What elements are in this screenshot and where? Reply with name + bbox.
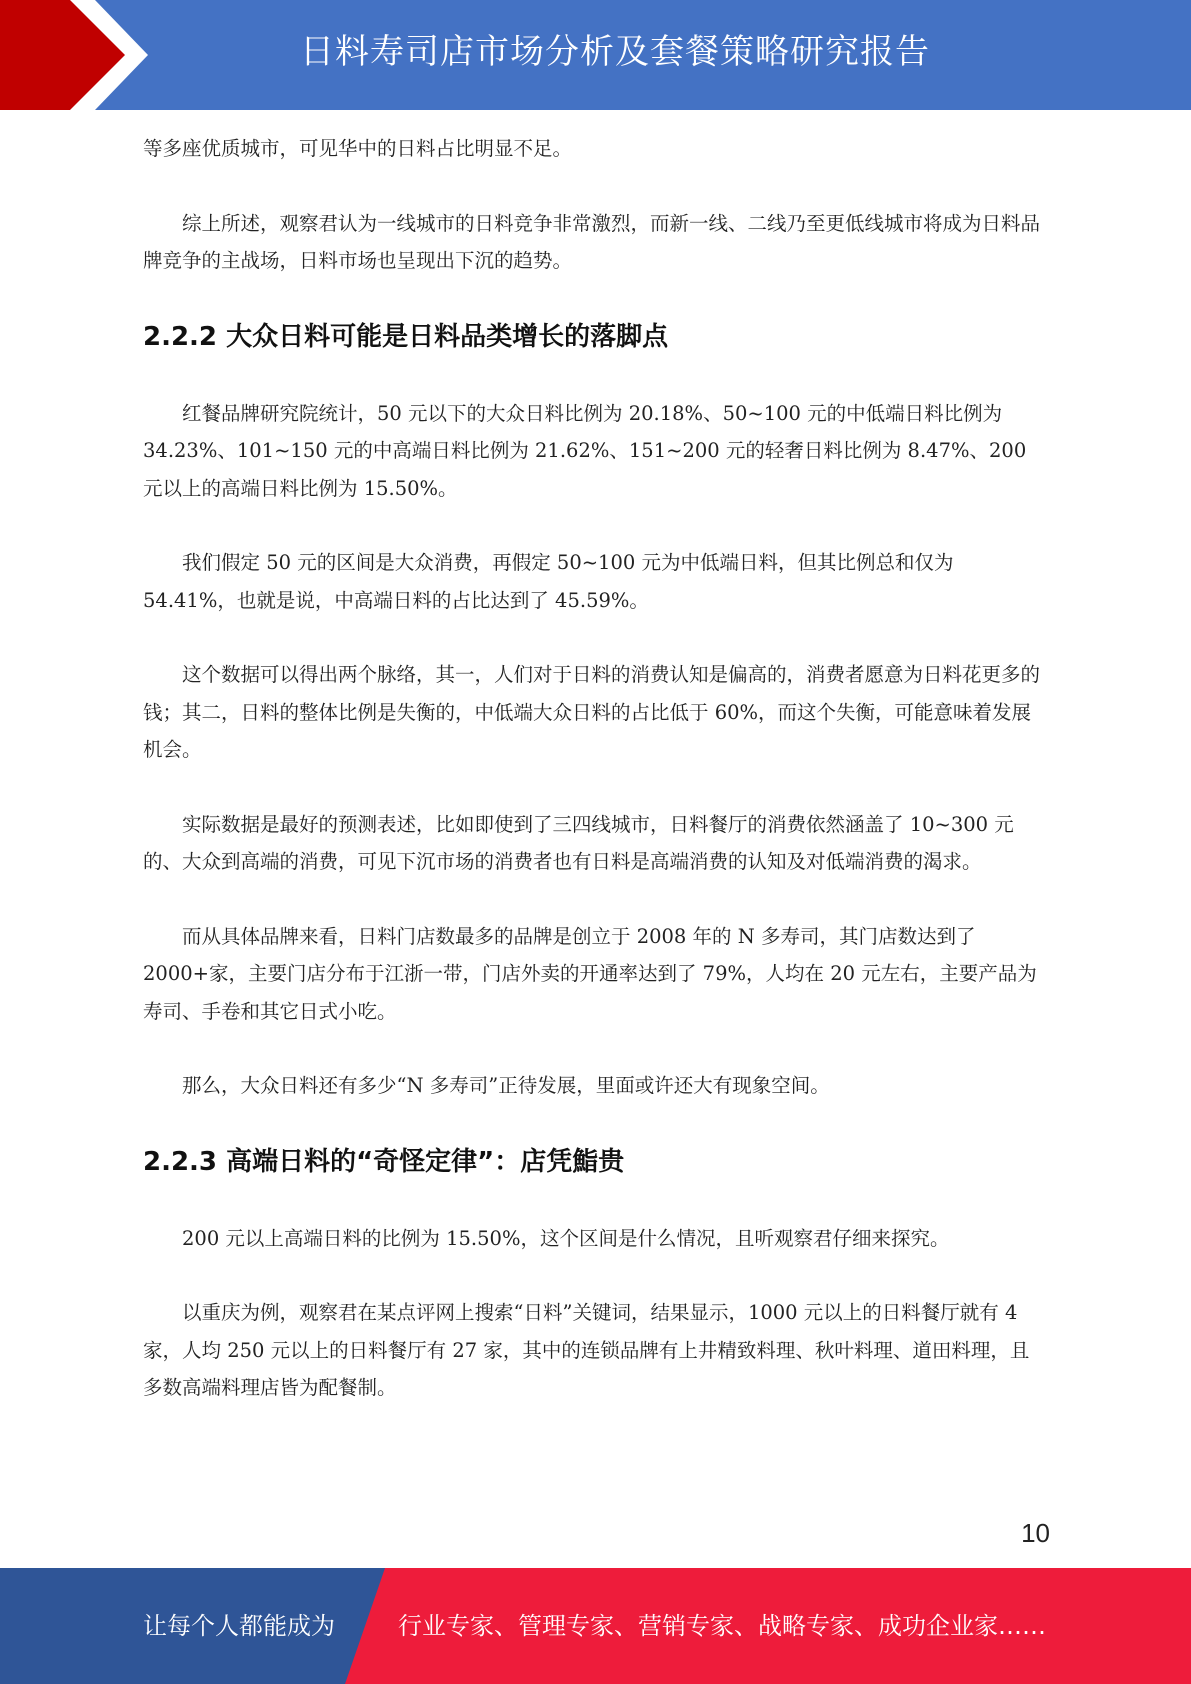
paragraph: 以重庆为例，观察君在某点评网上搜索“日料”关键词，结果显示，1000 元以上的日料餐厅就有 4 家，人均 250 元以上的日料餐厅有 27 家，其中的连锁品牌有上井精致料理、秋叶料理、道田料理，且多数高端料理店皆为配餐制。 bbox=[143, 1301, 1030, 1399]
page-body bbox=[143, 130, 1048, 1444]
document-title: 日料寿司店市场分析及套餐策略研究报告 bbox=[300, 32, 930, 72]
footer-slogan-right: 行业专家、管理专家、营销专家、战略专家、成功企业家…… bbox=[398, 1612, 1046, 1640]
paragraph: 综上所述，观察君认为一线城市的日料竞争非常激烈，而新一线、二线乃至更低线城市将成为日料品牌竞争的主战场，日料市场也呈现出下沉的趋势。 bbox=[143, 211, 1041, 272]
paragraph: 这个数据可以得出两个脉络，其一，人们对于日料的消费认知是偏高的，消费者愿意为日料花更多的钱；其二，日料的整体比例是失衡的，中低端大众日料的占比低于 60%，而这个失衡，可能意味着发展机会。 bbox=[143, 663, 1041, 761]
paragraph: 红餐品牌研究院统计，50 元以下的大众日料比例为 20.18%、50~100 元的中低端日料比例为 34.23%、101~150 元的中高端日料比例为 21.62%、151~200 元的轻奢日料比例为 8.47%、200 元以上的高端日料比例为 15.50%。 bbox=[143, 401, 1027, 500]
paragraph: 200 元以上高端日料的比例为 15.50%，这个区间是什么情况，且听观察君仔细来探究。 bbox=[182, 1226, 950, 1250]
section-heading-2-2-2: 2.2.2 大众日料可能是日料品类增长的落脚点 bbox=[143, 321, 669, 352]
footer-slogan-left: 让每个人都能成为 bbox=[143, 1612, 335, 1640]
page-header bbox=[0, 0, 1191, 110]
paragraph: 那么，大众日料还有多少“N 多寿司”正待发展，里面或许还大有现象空间。 bbox=[182, 1074, 830, 1097]
page-footer bbox=[0, 1568, 1191, 1684]
paragraph: 等多座优质城市，可见华中的日料占比明显不足。 bbox=[143, 137, 573, 160]
page-number: 10 bbox=[1021, 1518, 1050, 1548]
section-heading-2-2-3: 2.2.3 高端日料的“奇怪定律”：店凭鮨贵 bbox=[143, 1146, 625, 1177]
paragraph: 实际数据是最好的预测表述，比如即使到了三四线城市，日料餐厅的消费依然涵盖了 10~300 元的、大众到高端的消费，可见下沉市场的消费者也有日料是高端消费的认知及对低端消费的渴求。 bbox=[143, 812, 1014, 873]
paragraph: 我们假定 50 元的区间是大众消费，再假定 50~100 元为中低端日料，但其比例总和仅为 54.41%，也就是说，中高端日料的占比达到了 45.59%。 bbox=[143, 551, 954, 612]
paragraph: 而从具体品牌来看，日料门店数最多的品牌是创立于 2008 年的 N 多寿司，其门店数达到了 2000+家，主要门店分布于江浙一带，门店外卖的开通率达到了 79%，人均在 20 元左右，主要产品为寿司、手卷和其它日式小吃。 bbox=[143, 924, 1037, 1023]
